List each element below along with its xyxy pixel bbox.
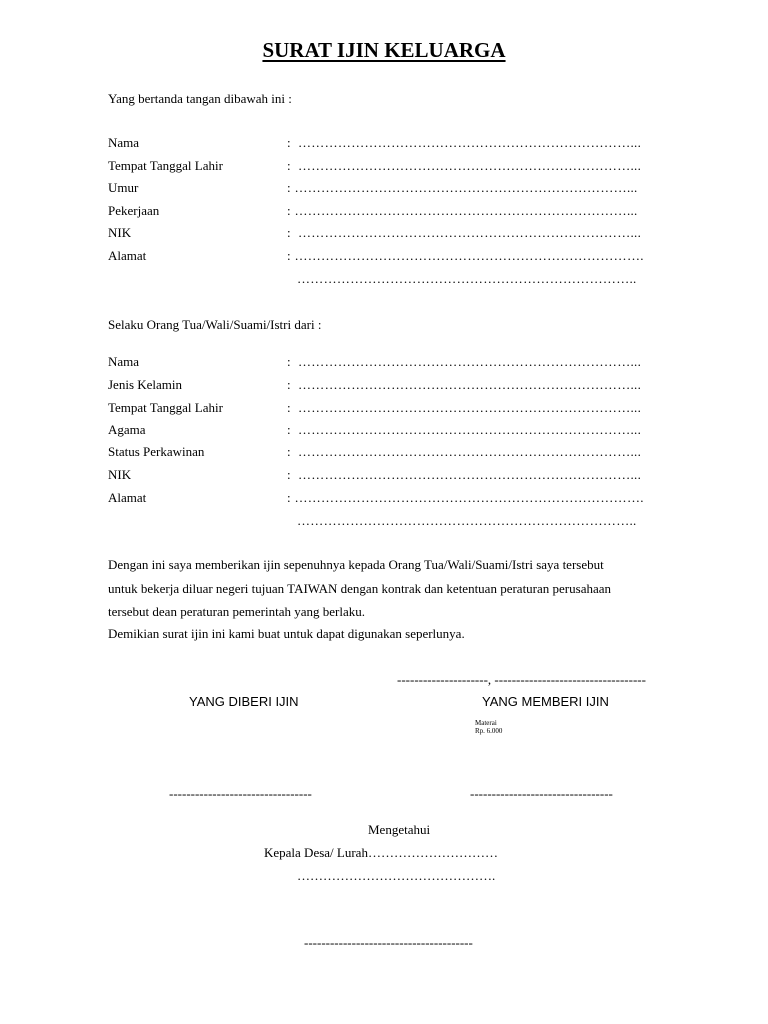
field-label: Alamat bbox=[108, 248, 147, 263]
field-label: NIK bbox=[108, 467, 132, 482]
paragraph-line: Dengan ini saya memberikan ijin sepenuhnya kepada Orang Tua/Wali/Suami/Istri saya tersebut bbox=[108, 557, 604, 572]
field-label: Agama bbox=[108, 422, 146, 437]
acknowledged-label: Mengetahui bbox=[368, 822, 431, 837]
field-label: Umur bbox=[108, 180, 139, 195]
field-value-blank: : …………………………………………………………………... bbox=[287, 377, 642, 392]
place-date-blank: ---------------------, ----------------------------------- bbox=[397, 672, 646, 687]
field-value-blank: : ……………………………………………………………………. bbox=[287, 248, 644, 263]
address-continuation-blank: ………………………………………………………………….. bbox=[297, 271, 637, 286]
field-value-blank: : ……………………………………………………………………. bbox=[287, 490, 644, 505]
field-label: Nama bbox=[108, 135, 140, 150]
field-label: Tempat Tanggal Lahir bbox=[108, 400, 223, 415]
closing-line: Demikian surat ijin ini kami buat untuk dapat digunakan seperlunya. bbox=[108, 626, 465, 641]
document-title: SURAT IJIN KELUARGA bbox=[262, 38, 506, 62]
field-label: Tempat Tanggal Lahir bbox=[108, 158, 223, 173]
field-value-blank: : …………………………………………………………………... bbox=[287, 135, 642, 150]
grantor-signature-line: --------------------------------- bbox=[470, 786, 613, 801]
field-value-blank: : …………………………………………………………………... bbox=[287, 225, 642, 240]
field-value-blank: : …………………………………………………………………... bbox=[287, 354, 642, 369]
field-value-blank: : …………………………………………………………………... bbox=[287, 400, 642, 415]
field-value-blank: : …………………………………………………………………... bbox=[287, 422, 642, 437]
field-value-blank: : …………………………………………………………………... bbox=[287, 180, 638, 195]
paragraph-line: tersebut dean peraturan pemerintah yang berlaku. bbox=[108, 604, 365, 619]
grantor-signature-label: YANG MEMBERI IJIN bbox=[482, 694, 609, 709]
intro-text: Yang bertanda tangan dibawah ini : bbox=[108, 91, 292, 106]
recipient-signature-line: --------------------------------- bbox=[169, 786, 312, 801]
relation-text: Selaku Orang Tua/Wali/Suami/Istri dari : bbox=[108, 317, 322, 332]
stamp-duty-label: Materai bbox=[475, 719, 497, 727]
field-label: Nama bbox=[108, 354, 140, 369]
stamp-duty-value: Rp. 6.000 bbox=[475, 727, 503, 735]
field-label: Alamat bbox=[108, 490, 147, 505]
field-label: Pekerjaan bbox=[108, 203, 160, 218]
field-value-blank: : …………………………………………………………………... bbox=[287, 467, 642, 482]
field-label: NIK bbox=[108, 225, 132, 240]
address-continuation-blank: ………………………………………………………………….. bbox=[297, 513, 637, 528]
village-head-label: Kepala Desa/ Lurah………………………… bbox=[264, 845, 498, 860]
field-label: Jenis Kelamin bbox=[108, 377, 183, 392]
field-value-blank: : …………………………………………………………………... bbox=[287, 158, 642, 173]
field-value-blank: : …………………………………………………………………... bbox=[287, 203, 638, 218]
village-name-blank: ………………………………………. bbox=[297, 868, 496, 883]
field-value-blank: : …………………………………………………………………... bbox=[287, 444, 642, 459]
paragraph-line: untuk bekerja diluar negeri tujuan TAIWAN dengan kontrak dan ketentuan peraturan perusahaan bbox=[108, 581, 612, 596]
recipient-signature-label: YANG DIBERI IJIN bbox=[189, 694, 299, 709]
field-label: Status Perkawinan bbox=[108, 444, 205, 459]
village-head-signature-line: --------------------------------------- bbox=[304, 935, 473, 950]
